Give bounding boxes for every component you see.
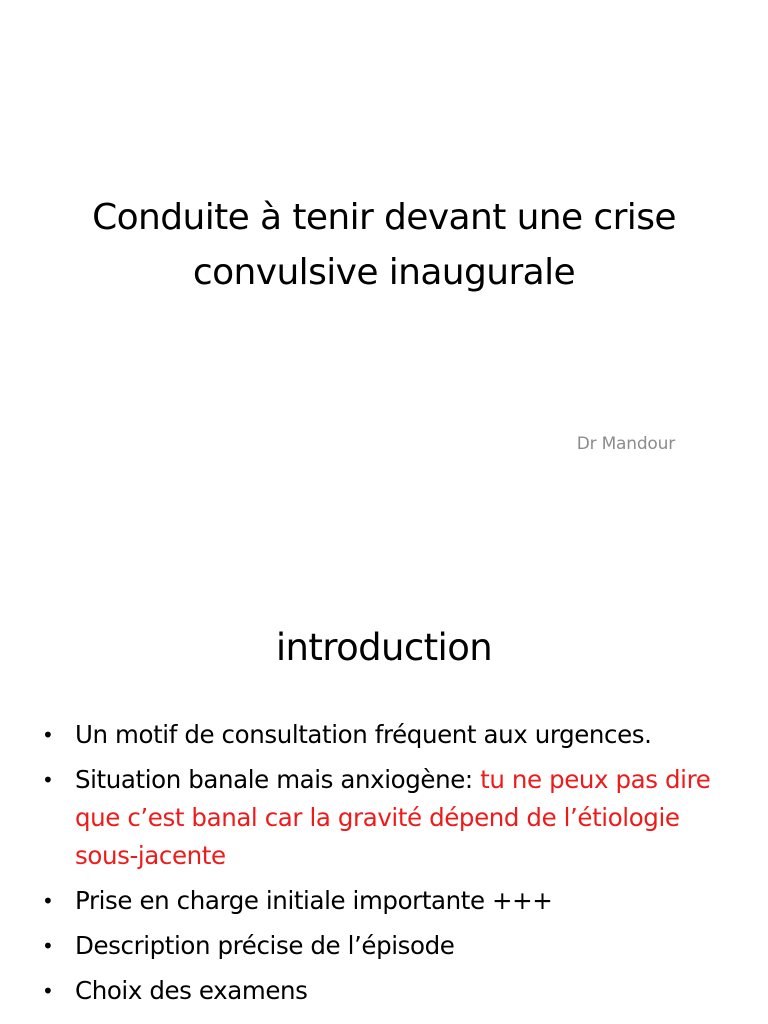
- author-name: Dr Mandour: [576, 434, 675, 454]
- bullet-item: [42, 972, 742, 1010]
- bullet-icon: •: [42, 979, 54, 1003]
- bullet-icon: •: [42, 934, 54, 958]
- bullet-text: Un motif de consultation fréquent aux urgences.: [75, 720, 652, 749]
- bullet-item: [42, 716, 742, 754]
- bullet-icon: •: [42, 889, 54, 913]
- bullet-highlight-text: tu ne peux pas dire que c’est banal car la gravité dépend de l’étiologie sous-jacente: [75, 765, 711, 870]
- bullet-text: Description précise de l’épisode: [75, 931, 455, 960]
- bullet-item: [42, 761, 742, 875]
- bullet-list: [42, 716, 742, 1017]
- introduction-slide: [0, 576, 768, 1024]
- bullet-item: [42, 882, 742, 920]
- bullet-text: Choix des examens: [75, 976, 308, 1005]
- bullet-item: [42, 927, 742, 965]
- section-heading: introduction: [275, 626, 493, 669]
- bullet-icon: •: [42, 723, 54, 747]
- bullet-icon: •: [42, 768, 54, 792]
- bullet-text: Situation banale mais anxiogène:: [75, 765, 481, 794]
- bullet-text: Prise en charge initiale importante +++: [75, 886, 553, 915]
- slide-title: Conduite à tenir devant une crise convulsive inaugurale: [92, 197, 676, 293]
